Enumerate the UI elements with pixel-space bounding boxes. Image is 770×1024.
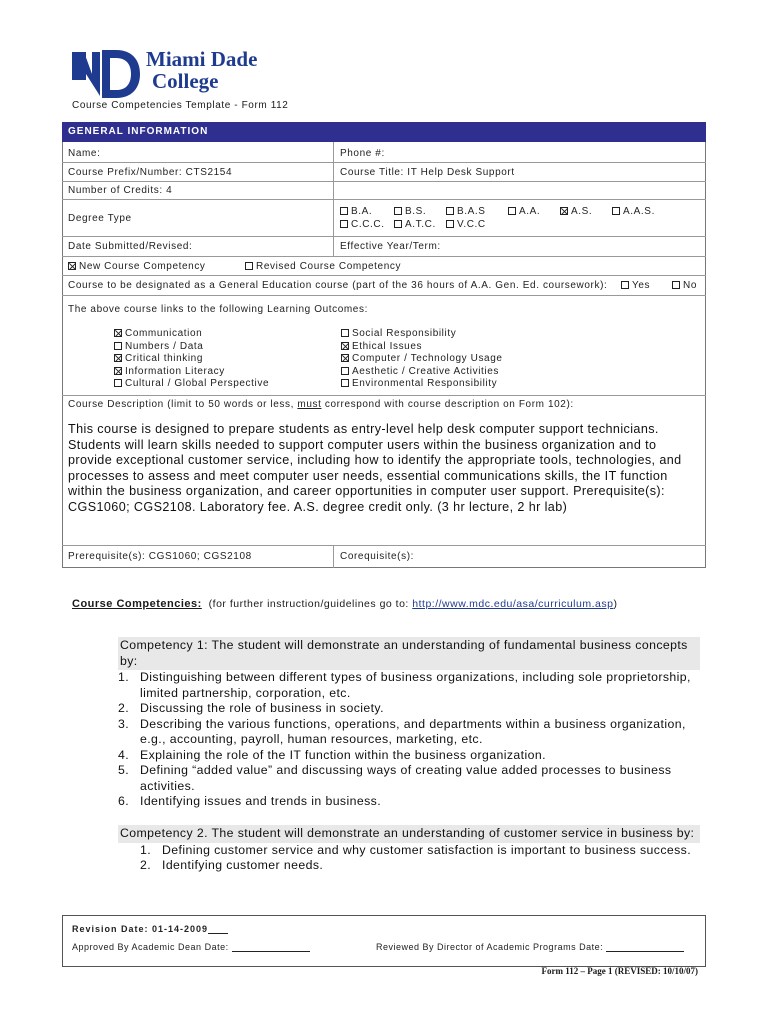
checked-checkbox-icon bbox=[114, 367, 122, 375]
row-divider bbox=[62, 162, 706, 163]
column-divider bbox=[333, 545, 334, 568]
outcome-option[interactable]: Critical thinking bbox=[114, 353, 203, 364]
checked-checkbox-icon bbox=[341, 342, 349, 350]
checkbox-icon bbox=[612, 207, 620, 215]
checkbox-icon bbox=[508, 207, 516, 215]
checkbox-icon bbox=[672, 281, 680, 289]
list-item: 2. Identifying customer needs. bbox=[140, 858, 324, 872]
form-caption: Course Competencies Template - Form 112 bbox=[72, 100, 289, 111]
outcome-option[interactable]: Ethical Issues bbox=[341, 341, 422, 352]
checkbox-icon bbox=[446, 220, 454, 228]
competencies-heading: Course Competencies: (for further instruction/guidelines go to: http://www.mdc.edu/asa/curriculum.asp) bbox=[72, 598, 618, 610]
checkbox-icon bbox=[114, 379, 122, 387]
competency-2-title: Competency 2. The student will demonstrate an understanding of customer service in business by: bbox=[118, 825, 700, 843]
approved-by-label: Approved By Academic Dean Date: bbox=[72, 942, 310, 952]
competency-2-list bbox=[118, 843, 700, 874]
outcome-option[interactable]: Computer / Technology Usage bbox=[341, 353, 503, 364]
checkbox-icon bbox=[341, 329, 349, 337]
column-divider bbox=[333, 199, 334, 256]
outcome-option[interactable]: Social Responsibility bbox=[341, 328, 456, 339]
outcome-option[interactable]: Information Literacy bbox=[114, 366, 225, 377]
checked-checkbox-icon bbox=[114, 329, 122, 337]
column-divider bbox=[333, 142, 334, 199]
college-logo bbox=[70, 44, 290, 100]
outcome-option[interactable]: Communication bbox=[114, 328, 202, 339]
degree-option[interactable]: A.S. bbox=[560, 206, 592, 217]
gen-ed-no-option[interactable]: No bbox=[672, 280, 697, 291]
degree-type-label: Degree Type bbox=[68, 213, 132, 224]
revised-competency-option[interactable]: Revised Course Competency bbox=[245, 261, 401, 272]
list-item: 1. Defining customer service and why customer satisfaction is important to business success. bbox=[140, 842, 692, 857]
checkbox-icon bbox=[446, 207, 454, 215]
degree-option[interactable]: B.S. bbox=[394, 206, 426, 217]
list-item: 4. Explaining the role of the IT function within the business organization. bbox=[118, 747, 546, 762]
course-description: This course is designed to prepare students as entry-level help desk computer support technicians. Students will learn skills needed to support computer users within the business organization and to provide exceptional customer service, including how to identify the appropriate tools, technologies, and processes to assess and meet computer user needs, essential communications skills, the IT function within the business organization, and career opportunities in computer user support. Prerequisite(s): CGS1060; CGS2108. Laboratory fee. A.S. degree credit only. (3 hr lecture, 2 hr lab) bbox=[68, 422, 682, 514]
curriculum-link[interactable]: http://www.mdc.edu/asa/curriculum.asp bbox=[412, 598, 614, 610]
outcome-option[interactable]: Numbers / Data bbox=[114, 341, 203, 352]
phone-label: Phone #: bbox=[340, 148, 385, 159]
checkbox-icon bbox=[341, 379, 349, 387]
row-divider bbox=[62, 256, 706, 257]
number-of-credits: Number of Credits: 4 bbox=[68, 185, 173, 196]
competency-2 bbox=[118, 825, 700, 874]
checkbox-icon bbox=[341, 367, 349, 375]
competency-1 bbox=[118, 637, 700, 810]
competency-1-title: Competency 1: The student will demonstrate an understanding of fundamental business concepts by: bbox=[118, 637, 700, 670]
outcomes-intro: The above course links to the following Learning Outcomes: bbox=[68, 304, 368, 315]
college-logo-icon bbox=[70, 44, 140, 100]
row-divider bbox=[62, 395, 706, 396]
gen-ed-question: Course to be designated as a General Education course (part of the 36 hours of A.A. Gen. Ed. coursework): bbox=[68, 280, 608, 291]
degree-option[interactable]: B.A. bbox=[340, 206, 372, 217]
checked-checkbox-icon bbox=[560, 207, 568, 215]
outcome-option[interactable]: Environmental Responsibility bbox=[341, 378, 497, 389]
form-number: Form 112 – Page 1 (REVISED: 10/10/07) bbox=[541, 966, 698, 976]
checkbox-icon bbox=[340, 207, 348, 215]
checkbox-icon bbox=[340, 220, 348, 228]
checkbox-icon bbox=[114, 342, 122, 350]
row-divider bbox=[62, 199, 706, 200]
checkbox-icon bbox=[245, 262, 253, 270]
signature-line[interactable] bbox=[606, 944, 684, 952]
checkbox-icon bbox=[394, 207, 402, 215]
outcome-option[interactable]: Cultural / Global Perspective bbox=[114, 378, 269, 389]
section-title: GENERAL INFORMATION bbox=[62, 122, 706, 142]
list-item: 2. Discussing the role of business in society. bbox=[118, 701, 384, 715]
name-label: Name: bbox=[68, 148, 101, 159]
competency-1-list bbox=[118, 670, 700, 810]
revision-footer bbox=[62, 915, 706, 967]
course-title: Course Title: IT Help Desk Support bbox=[340, 167, 515, 178]
checkbox-icon bbox=[621, 281, 629, 289]
effective-term-label: Effective Year/Term: bbox=[340, 241, 441, 252]
degree-option[interactable]: A.A.S. bbox=[612, 206, 655, 217]
corequisites: Corequisite(s): bbox=[340, 551, 415, 562]
list-item: 3. Describing the various functions, operations, and departments within a business organization, e.g., accounting, payroll, human resources, marketing, etc. bbox=[118, 716, 686, 746]
checked-checkbox-icon bbox=[114, 354, 122, 362]
date-submitted-label: Date Submitted/Revised: bbox=[68, 241, 193, 252]
new-competency-option[interactable]: New Course Competency bbox=[68, 261, 206, 272]
course-prefix: Course Prefix/Number: CTS2154 bbox=[68, 167, 233, 178]
row-divider bbox=[62, 545, 706, 546]
row-divider bbox=[62, 181, 706, 182]
prerequisites: Prerequisite(s): CGS1060; CGS2108 bbox=[68, 551, 252, 562]
list-item: 5. Defining “added value” and discussing ways of creating value added processes to business activities. bbox=[118, 763, 672, 793]
signature-line[interactable] bbox=[232, 944, 310, 952]
row-divider bbox=[62, 275, 706, 276]
list-item: 6. Identifying issues and trends in business. bbox=[118, 794, 382, 808]
degree-option[interactable]: A.A. bbox=[508, 206, 540, 217]
list-item: 1. Distinguishing between different types of business organizations, including sole proprietorship, limited partnership, corporation, etc. bbox=[118, 670, 691, 700]
logo-line-1: Miami Dade bbox=[146, 47, 258, 71]
checked-checkbox-icon bbox=[341, 354, 349, 362]
description-label: Course Description (limit to 50 words or less, must correspond with course description on Form 102): bbox=[68, 399, 574, 410]
row-divider bbox=[62, 295, 706, 296]
degree-option[interactable]: V.C.C bbox=[446, 219, 486, 230]
revision-date: Revision Date: 01-14-2009 bbox=[72, 924, 228, 934]
degree-option[interactable]: A.T.C. bbox=[394, 219, 436, 230]
degree-option[interactable]: B.A.S bbox=[446, 206, 486, 217]
checked-checkbox-icon bbox=[68, 262, 76, 270]
outcome-option[interactable]: Aesthetic / Creative Activities bbox=[341, 366, 499, 377]
degree-option[interactable]: C.C.C. bbox=[340, 219, 385, 230]
gen-ed-yes-option[interactable]: Yes bbox=[621, 280, 650, 291]
checkbox-icon bbox=[394, 220, 402, 228]
reviewed-by-label: Reviewed By Director of Academic Programs Date: bbox=[376, 942, 684, 952]
logo-line-2: College bbox=[152, 69, 219, 93]
row-divider bbox=[62, 236, 706, 237]
